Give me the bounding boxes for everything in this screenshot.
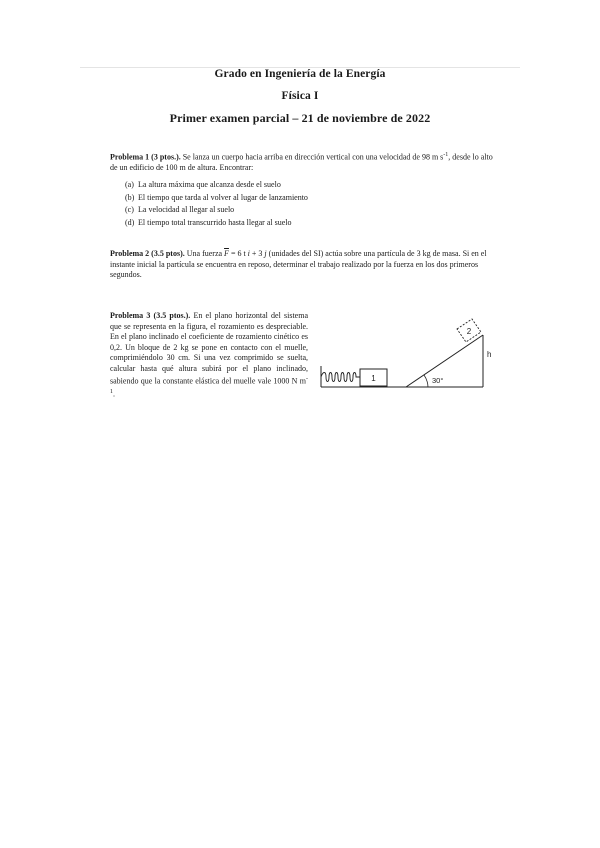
list-item <box>125 179 308 192</box>
height-label: h <box>487 350 492 359</box>
block-2-label: 2 <box>466 327 472 336</box>
problem-2 <box>110 249 495 281</box>
problem-3-exponent: -1 <box>110 376 308 396</box>
problem-3-text-a: En el plano horizontal del sistema que se representa en la figura, el rozamiento es despreciable. En el plano inclinado el coeficiente de rozamiento cinético es 0,2. Un bloque de 2 kg se pone en contacto con el muelle, comprimiéndolo 30 cm. Si una vez comprimido se suelta, calcular hasta qué altura subirá por el plano inclinado, sabiendo que la constante elástica del muelle vale 1000 N m <box>110 311 309 386</box>
list-item-text: La velocidad al llegar al suelo <box>138 205 235 214</box>
list-item <box>125 217 308 230</box>
list-item-text: El tiempo que tarda al volver al lugar de lanzamiento <box>138 192 308 202</box>
list-item-label: (b) <box>125 192 135 202</box>
problem-3 <box>110 311 308 400</box>
list-item-text: La altura máxima que alcanza desde el suelo <box>138 180 281 189</box>
unit-vector-i: i <box>247 249 250 258</box>
list-item <box>125 192 308 205</box>
list-item <box>125 204 308 217</box>
exam-title: Primer examen parcial – 21 de noviembre de 2022 <box>169 111 431 125</box>
problem-1-label: Problema 1 (3 ptos.). <box>110 152 181 162</box>
problem-1-text-a: Se lanza un cuerpo hacia arriba en dirección vertical con una velocidad de 98 m s <box>180 152 444 162</box>
angle-label: 30° <box>432 376 444 385</box>
problem-2-label: Problema 2 (3.5 ptos). <box>110 249 185 258</box>
list-item-label: (d) <box>125 217 135 227</box>
list-item-text: El tiempo total transcurrido hasta llegar al suelo <box>138 217 292 227</box>
degree-title: Grado en Ingeniería de la Energía <box>214 68 386 80</box>
force-equation: = 6 t <box>228 249 248 258</box>
problem-3-text-b: . <box>113 389 115 399</box>
plus-term: + 3 <box>249 249 265 258</box>
problem-1-exponent: -1 <box>443 152 449 158</box>
problem-1 <box>110 150 495 174</box>
spring-coil <box>321 373 360 382</box>
force-vector-symbol: $\overline{F}$ <box>224 249 229 258</box>
spring-incline-figure <box>318 312 502 392</box>
problem-2-text-b: (unidades del SI) actúa sobre una partícula de 3 kg de masa. Si en el instante inicial la partícula se encuentra en reposo, determinar el trabajo realizado por la fuerza en los dos primeros segundos. <box>110 249 487 279</box>
unit-vector-j: j <box>264 249 267 258</box>
problem-1-list <box>125 179 308 229</box>
problem-3-label: Problema 3 (3.5 ptos.). <box>110 311 191 320</box>
list-item-label: (c) <box>125 205 134 214</box>
block-1-label: 1 <box>371 374 376 383</box>
list-item-label: (a) <box>125 180 134 189</box>
problem-2-text-a: Una fuerza <box>184 249 225 258</box>
incline-line <box>406 335 483 387</box>
course-title: Física I <box>281 90 319 102</box>
angle-arc <box>424 375 428 387</box>
problem-1-text-b: , desde lo alto de un edificio de 100 m de altura. Encontrar: <box>110 152 493 173</box>
